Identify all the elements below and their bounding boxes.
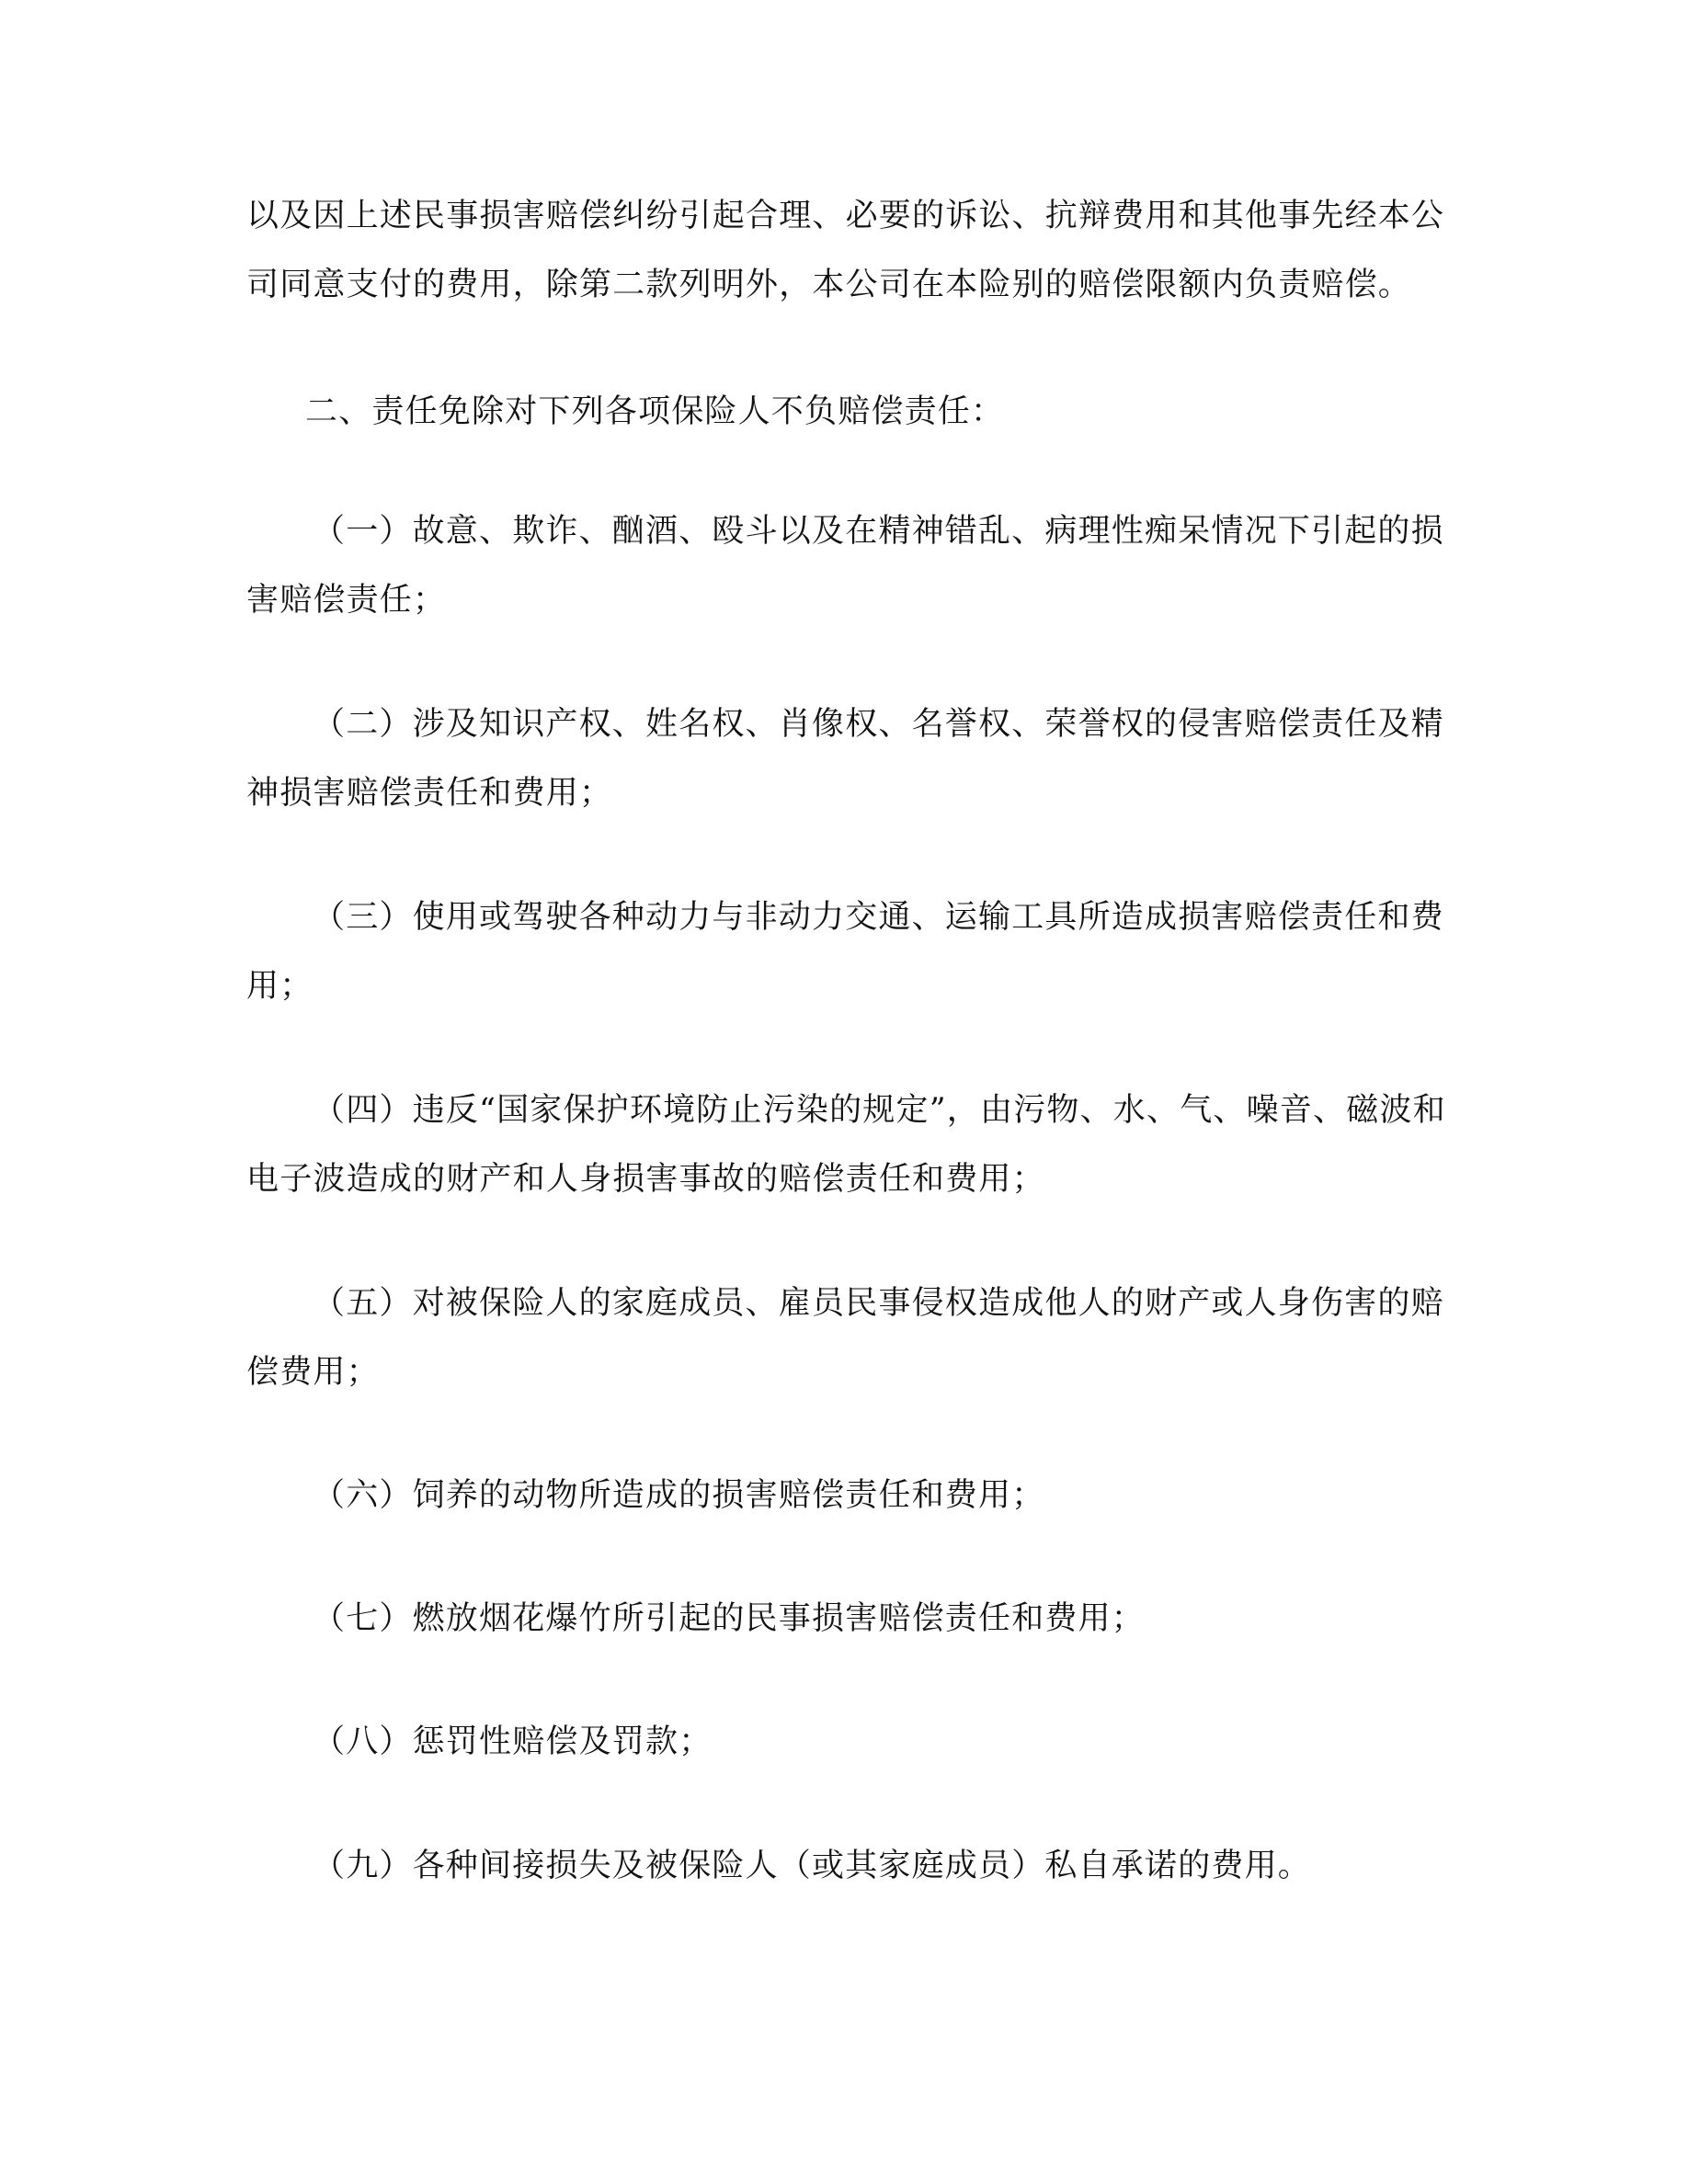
exclusion-item-7: （七）燃放烟花爆竹所引起的民事损害赔偿责任和费用； [313, 1600, 1146, 1637]
paragraph-line: 以及因上述民事损害赔偿纠纷引起合理、必要的诉讼、抗辩费用和其他事先经本公 [246, 198, 1445, 234]
exclusion-item-9: （九）各种间接损失及被保险人（或其家庭成员）私自承诺的费用。 [313, 1848, 1312, 1884]
exclusion-item-5: （五）对被保险人的家庭成员、雇员民事侵权造成他人的财产或人身伤害的赔 [313, 1285, 1444, 1322]
exclusion-item-1: （一）故意、欺诈、酗酒、殴斗以及在精神错乱、病理性痴呆情况下引起的损 [313, 513, 1444, 550]
exclusion-item-4: （四）违反“国家保护环境防止污染的规定”，由污物、水、气、噪音、磁波和 [313, 1092, 1446, 1129]
exclusion-item-8: （八）惩罚性赔偿及罚款； [313, 1723, 713, 1760]
exclusion-item-5-cont: 偿费用； [246, 1354, 380, 1391]
exclusion-item-3-cont: 用； [246, 968, 314, 1005]
paragraph-line: 司同意支付的费用，除第二款列明外，本公司在本险别的赔偿限额内负责赔偿。 [246, 267, 1412, 303]
exclusion-item-6: （六）饲养的动物所造成的损害赔偿责任和费用； [313, 1477, 1045, 1514]
exclusion-item-1-cont: 害赔偿责任； [246, 582, 447, 619]
exclusion-item-2: （二）涉及知识产权、姓名权、肖像权、名誉权、荣誉权的侵害赔偿责任及精 [313, 706, 1444, 743]
exclusion-item-4-cont: 电子波造成的财产和人身损害事故的赔偿责任和费用； [246, 1161, 1045, 1198]
exclusion-item-3: （三）使用或驾驶各种动力与非动力交通、运输工具所造成损害赔偿责任和费 [313, 899, 1444, 936]
section-heading: 二、责任免除对下列各项保险人不负赔偿责任： [305, 393, 1005, 430]
exclusion-item-2-cont: 神损害赔偿责任和费用； [246, 775, 613, 812]
